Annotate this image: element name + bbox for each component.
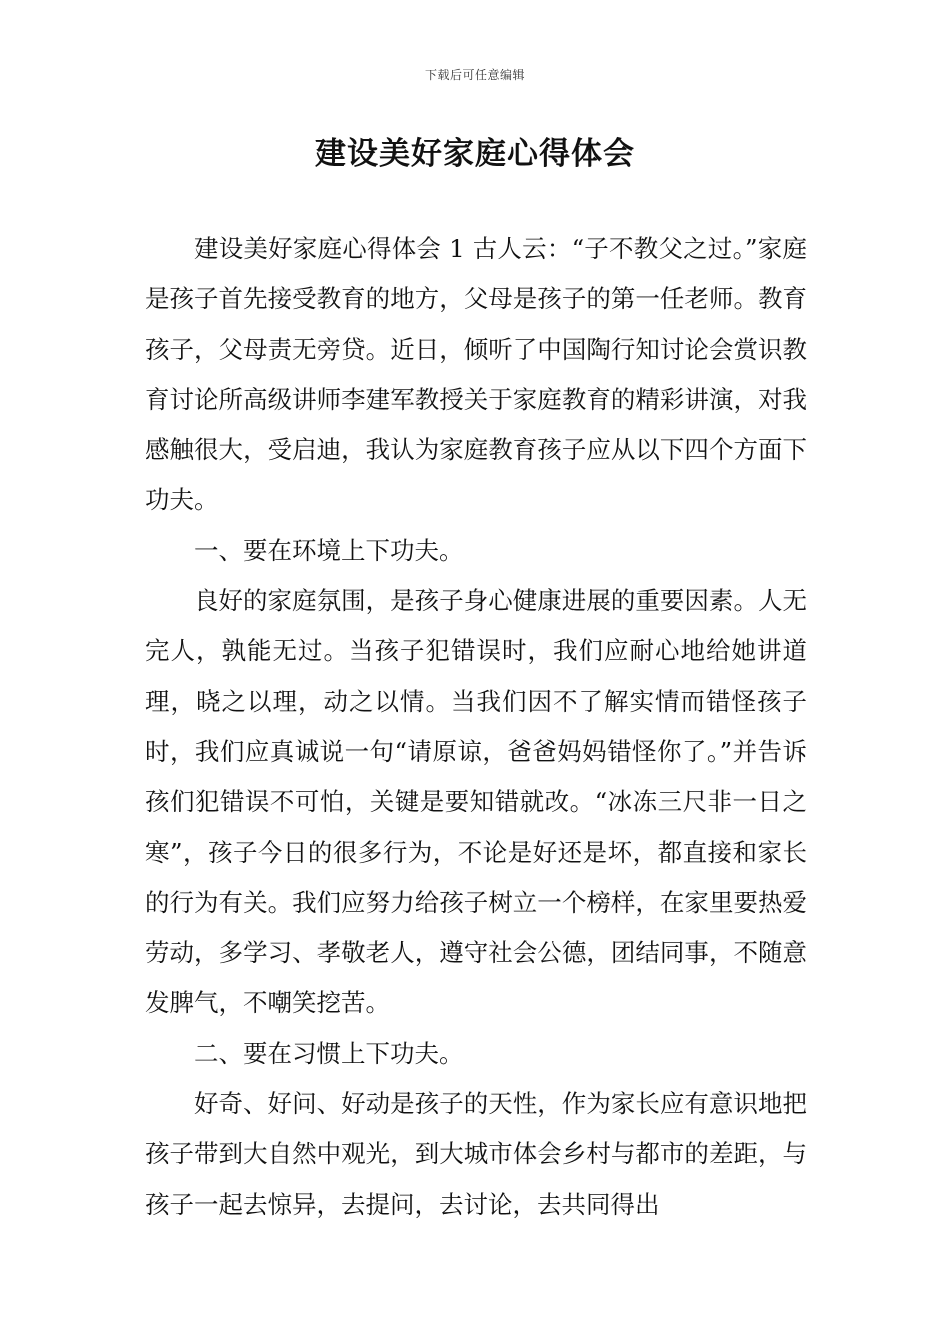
paragraph-habits: 好奇、好问、好动是孩子的天性，作为家长应有意识地把孩子带到大自然中观光，到大城市体会乡村与都市的差距，与孩子一起去惊异，去提问，去讨论，去共同得出 — [145, 1089, 807, 1219]
section-heading-environment: 一、要在环境上下功夫。 — [194, 535, 464, 565]
header-note: 下载后可任意编辑 — [424, 68, 525, 82]
paragraph-environment: 良好的家庭氛围，是孩子身心健康进展的重要因素。人无完人，孰能无过。当孩子犯错误时，我们应耐心地给她讲道理，晓之以理，动之以情。当我们因不了解实情而错怪孩子时，我们应真诚说一句“请原谅，爸爸妈妈错怪你了。”并告诉孩们犯错误不可怕，关键是要知错就改。“冰冻三尺非一日之寒”，孩子今日的很多行为，不论是好还是坏，都直接和家长的行为有关。我们应努力给孩子树立一个榜样，在家里要热爱劳动，多学习、孝敬老人，遵守社会公德，团结同事，不随意发脾气，不嘲笑挖苦。 — [145, 586, 807, 1018]
document-title: 建设美好家庭心得体会 — [315, 136, 635, 172]
paragraph-intro: 建设美好家庭心得体会 1 古人云：“子不教父之过。”家庭是孩子首先接受教育的地方，父母是孩子的第一任老师。教育孩子，父母责无旁贷。近日，倾听了中国陶行知讨论会赏识教育讨论所高级讲师李建军教授关于家庭教育的精彩讲演，对我感触很大，受启迪，我认为家庭教育孩子应从以下四个方面下功夫。 — [145, 234, 807, 515]
document-body — [145, 224, 807, 1230]
section-heading-habits: 二、要在习惯上下功夫。 — [194, 1038, 464, 1068]
